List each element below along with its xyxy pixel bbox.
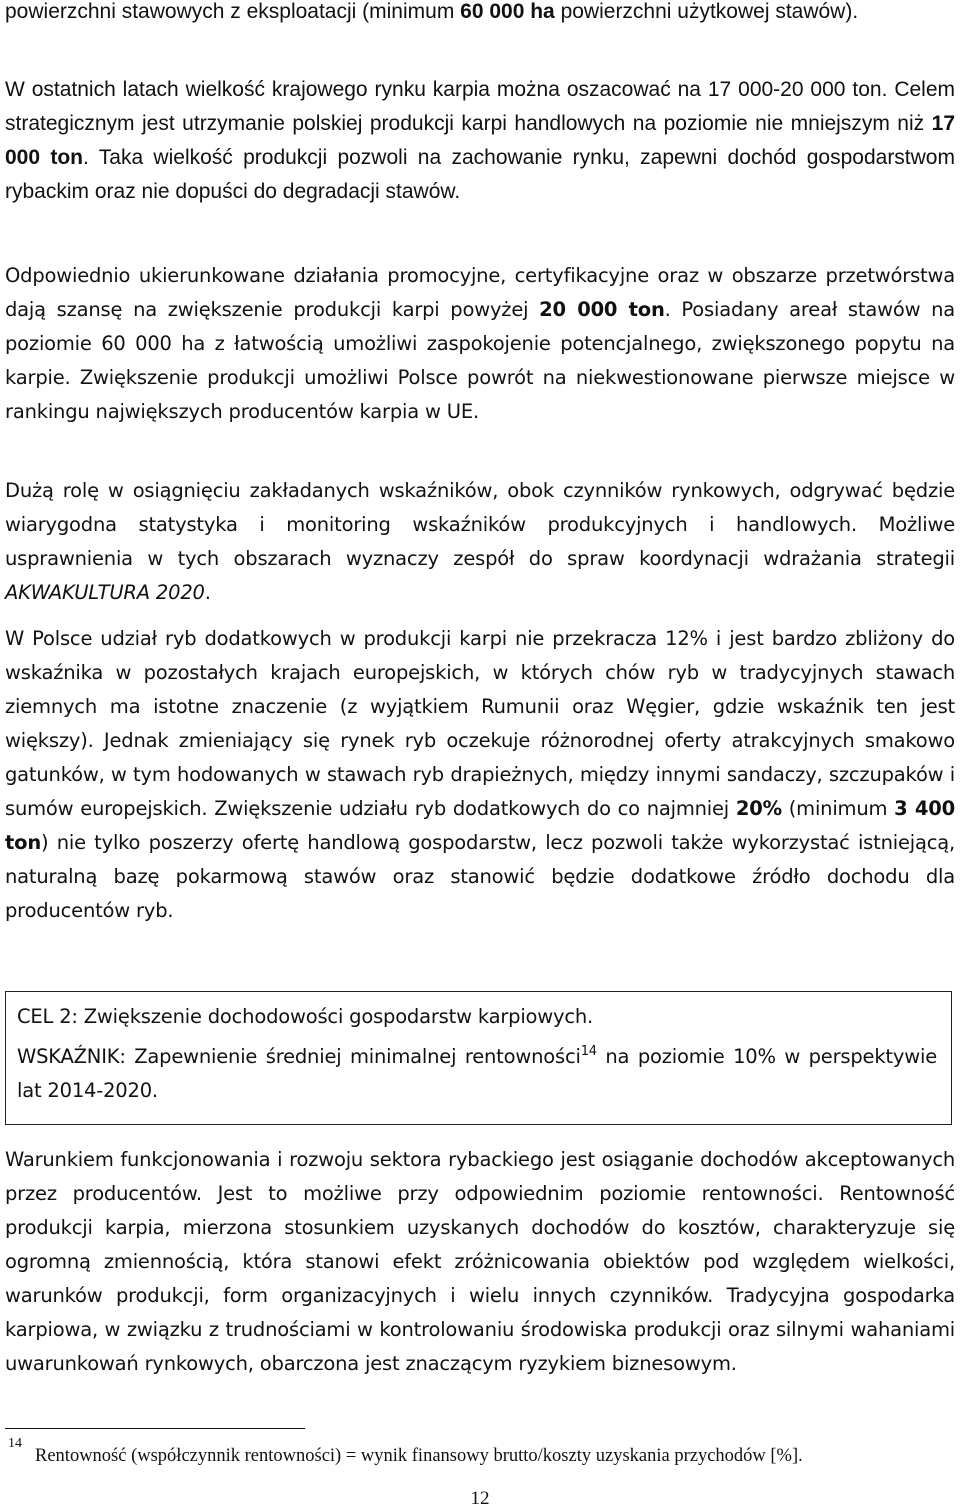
footnote-text: Rentowność (współczynnik rentowności) = wynik finansowy brutto/koszty uzyskania przychodów [%]. <box>35 1446 803 1466</box>
bold-text: 20% <box>735 797 782 820</box>
bold-text: 20 000 ton <box>539 298 665 321</box>
text: . <box>204 581 211 604</box>
text: W Polsce udział ryb dodatkowych w produkcji karpi nie przekracza 12% i jest bardzo zbliżony do wskaźnika w pozostałych krajach europejskich, w których chów ryb w tradycyjnych stawach ziemnych ma istotne znaczenie (z wyjątkiem Rumunii oraz Węgier, gdzie wskaźnik ten jest większy). Jednak zmieniający się rynek ryb oczekuje różnorodnej oferty atrakcyjnych smakowo gatunków, w tym hodowanych w stawach ryb drapieżnych, między innymi sandaczy, szczupaków i sumów europejskich. Zwiększenie udziału ryb dodatkowych do co najmniej <box>5 627 955 820</box>
text: ) nie tylko poszerzy ofertę handlową gospodarstw, lecz pozwoli także wykorzystać istniejącą, naturalną bazę pokarmową stawów oraz stanowić będzie dodatkowe źródło dochodu dla producentów ryb. <box>5 831 955 922</box>
goal-box <box>5 991 952 1125</box>
paragraph-4 <box>5 474 955 610</box>
page-number: 12 <box>470 1488 490 1509</box>
text: W ostatnich latach wielkość krajowego rynku karpia można oszacować na 17 000-20 000 ton. Celem strategicznym jest utrzymanie polskiej produkcji karpi handlowych na poziomie nie mniejszym niż <box>5 78 955 135</box>
text: (minimum <box>781 797 895 820</box>
bold-text: 60 000 ha <box>460 0 555 23</box>
paragraph-6: Warunkiem funkcjonowania i rozwoju sektora rybackiego jest osiąganie dochodów akceptowanych przez producentów. Jest to możliwe przy odpowiednim poziomie rentowności. Rentowność produkcji karpia, mierzona stosunkiem uzyskanych dochodów do kosztów, charakteryzuje się ogromną zmiennością, która stanowi efekt zróżnicowania obiektów pod względem wielkości, warunków produkcji, form organizacyjnych i wielu innych czynników. Tradycyjna gospodarka karpiowa, w związku z trudnościami w kontrolowaniu środowiska produkcji oraz silnymi wahaniami uwarunkowań rynkowych, obarczona jest znaczącym ryzykiem biznesowym. <box>5 1148 955 1375</box>
text: powierzchni użytkowej stawów). <box>554 0 859 23</box>
bold-text: 3 400 ton <box>5 797 956 854</box>
goal-line: CEL 2: Zwiększenie dochodowości gospodarstw karpiowych. <box>17 1005 594 1028</box>
text: . Posiadany areał stawów na poziomie 60 000 ha z łatwością umożliwi zaspokojenie potencjalnego, zwiększonego popytu na karpie. Zwiększenie produkcji umożliwi Polsce powrót na niekwestionowane pierwsze miejsce w rankingu największych producentów karpia w UE. <box>5 298 955 423</box>
text: Dużą rolę w osiągnięciu zakładanych wskaźników, obok czynników rynkowych, odgrywać będzie wiarygodna statystyka i monitoring wskaźników produkcyjnych i handlowych. Możliwe usprawnienia w tych obszarach wyznaczy zespół do spraw koordynacji wdrażania strategii <box>5 479 955 570</box>
footnote-number: 14 <box>8 1436 22 1451</box>
paragraph-1 <box>5 0 955 29</box>
text: na poziomie 10% w perspektywie lat 2014-2020. <box>17 1045 937 1102</box>
text: . Taka wielkość produkcji pozwoli na zachowanie rynku, zapewni dochód gospodarstwom rybackim oraz nie dopuści do degradacji stawów. <box>5 146 955 203</box>
paragraph-2 <box>5 73 955 209</box>
paragraph-5 <box>5 622 955 928</box>
text: WSKAŹNIK: Zapewnienie średniej minimalnej rentowności <box>17 1045 581 1068</box>
paragraph-3 <box>5 259 955 429</box>
italic-text: AKWAKULTURA 2020 <box>5 581 205 604</box>
footnote-divider <box>5 1428 305 1429</box>
indicator-line <box>17 1040 937 1108</box>
bold-text: 17 000 ton <box>5 112 955 169</box>
text: Odpowiednio ukierunkowane działania promocyjne, certyfikacyjne oraz w obszarze przetwórstwa dają szansę na zwiększenie produkcji karpi powyżej <box>5 264 955 321</box>
text: powierzchni stawowych z eksploatacji (minimum <box>5 0 461 23</box>
footnote-ref[interactable]: 14 <box>580 1043 597 1059</box>
